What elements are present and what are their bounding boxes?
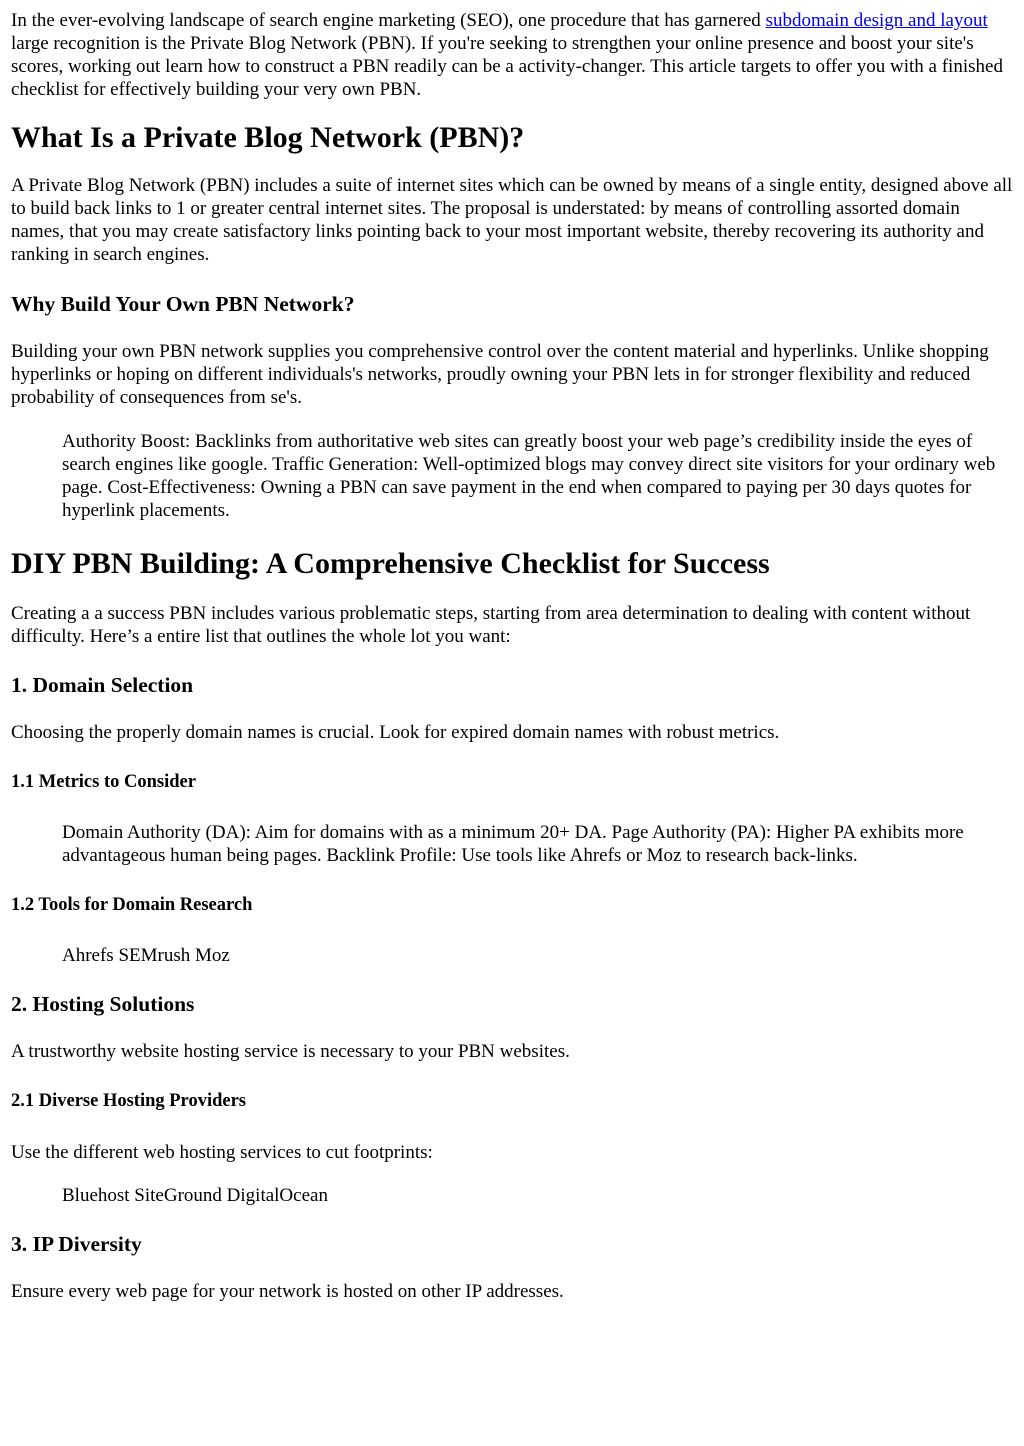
ip-diversity-paragraph: Ensure every web page for your network is hosted on other IP addresses. — [11, 1281, 564, 1302]
hosting-providers-blockquote: Bluehost SiteGround DigitalOcean — [62, 1185, 328, 1206]
heading-diy-checklist: DIY PBN Building: A Comprehensive Checklist for Success — [11, 547, 770, 580]
benefits-blockquote: Authority Boost: Backlinks from authoritative web sites can greatly boost your web page’s credibility inside the eyes of search engines like google. Traffic Generation: Well-optimized blogs may convey direct site visitors for your ordinary web page. Cost-Effectiveness: Owning a PBN can save payment in the end when compared to paying per 30 days quotes for hyperlink placements. — [62, 431, 996, 521]
metrics-blockquote: Domain Authority (DA): Aim for domains with as a minimum 20+ DA. Page Authority (PA): Higher PA exhibits more advantageous human being pages. Backlink Profile: Use tools like Ahrefs or Moz to research back-links. — [62, 822, 964, 866]
heading-hosting-providers: 2.1 Diverse Hosting Providers — [11, 1091, 246, 1111]
heading-what-is-pbn: What Is a Private Blog Network (PBN)? — [11, 121, 525, 154]
subdomain-design-link[interactable]: subdomain design and layout — [765, 10, 988, 31]
why-build-paragraph: Building your own PBN network supplies you comprehensive control over the content material and hyperlinks. Unlike shopping hyperlinks or hoping on different individuals's networks, proudly owning your PBN lets in for stronger flexibility and reduced probability of consequences from se's. — [11, 341, 989, 408]
intro-text-after: large recognition is the Private Blog Network (PBN). If you're seeking to strengthen your online presence and boost your site's scores, working out learn how to construct a PBN readily can be a activity-changer. This article targets to offer you with a finished checklist for effectively building your very own PBN. — [11, 33, 1003, 100]
heading-ip-diversity: 3. IP Diversity — [11, 1232, 142, 1256]
heading-metrics: 1.1 Metrics to Consider — [11, 772, 196, 792]
domain-selection-paragraph: Choosing the properly domain names is crucial. Look for expired domain names with robust metrics. — [11, 722, 780, 743]
heading-tools: 1.2 Tools for Domain Research — [11, 895, 253, 915]
heading-hosting: 2. Hosting Solutions — [11, 992, 195, 1016]
heading-why-build: Why Build Your Own PBN Network? — [11, 292, 355, 316]
checklist-intro-paragraph: Creating a a success PBN includes various problematic steps, starting from area determination to dealing with content without difficulty. Here’s a entire list that outlines the whole lot you want: — [11, 603, 971, 647]
hosting-paragraph: A trustworthy website hosting service is necessary to your PBN websites. — [11, 1041, 570, 1062]
intro-text-before: In the ever-evolving landscape of search engine marketing (SEO), one procedure that has garnered — [11, 10, 766, 31]
hosting-providers-paragraph: Use the different web hosting services to cut footprints: — [11, 1142, 433, 1163]
pbn-definition-paragraph: A Private Blog Network (PBN) includes a suite of internet sites which can be owned by means of a single entity, designed above all to build back links to 1 or greater central internet sites. The proposal is understated: by means of controlling assorted domain names, that you may create satisfactory links pointing back to your most important website, thereby recovering its authority and ranking in search engines. — [11, 175, 1013, 265]
heading-domain-selection: 1. Domain Selection — [11, 673, 194, 697]
intro-paragraph — [11, 9, 1014, 101]
tools-blockquote: Ahrefs SEMrush Moz — [62, 945, 230, 966]
